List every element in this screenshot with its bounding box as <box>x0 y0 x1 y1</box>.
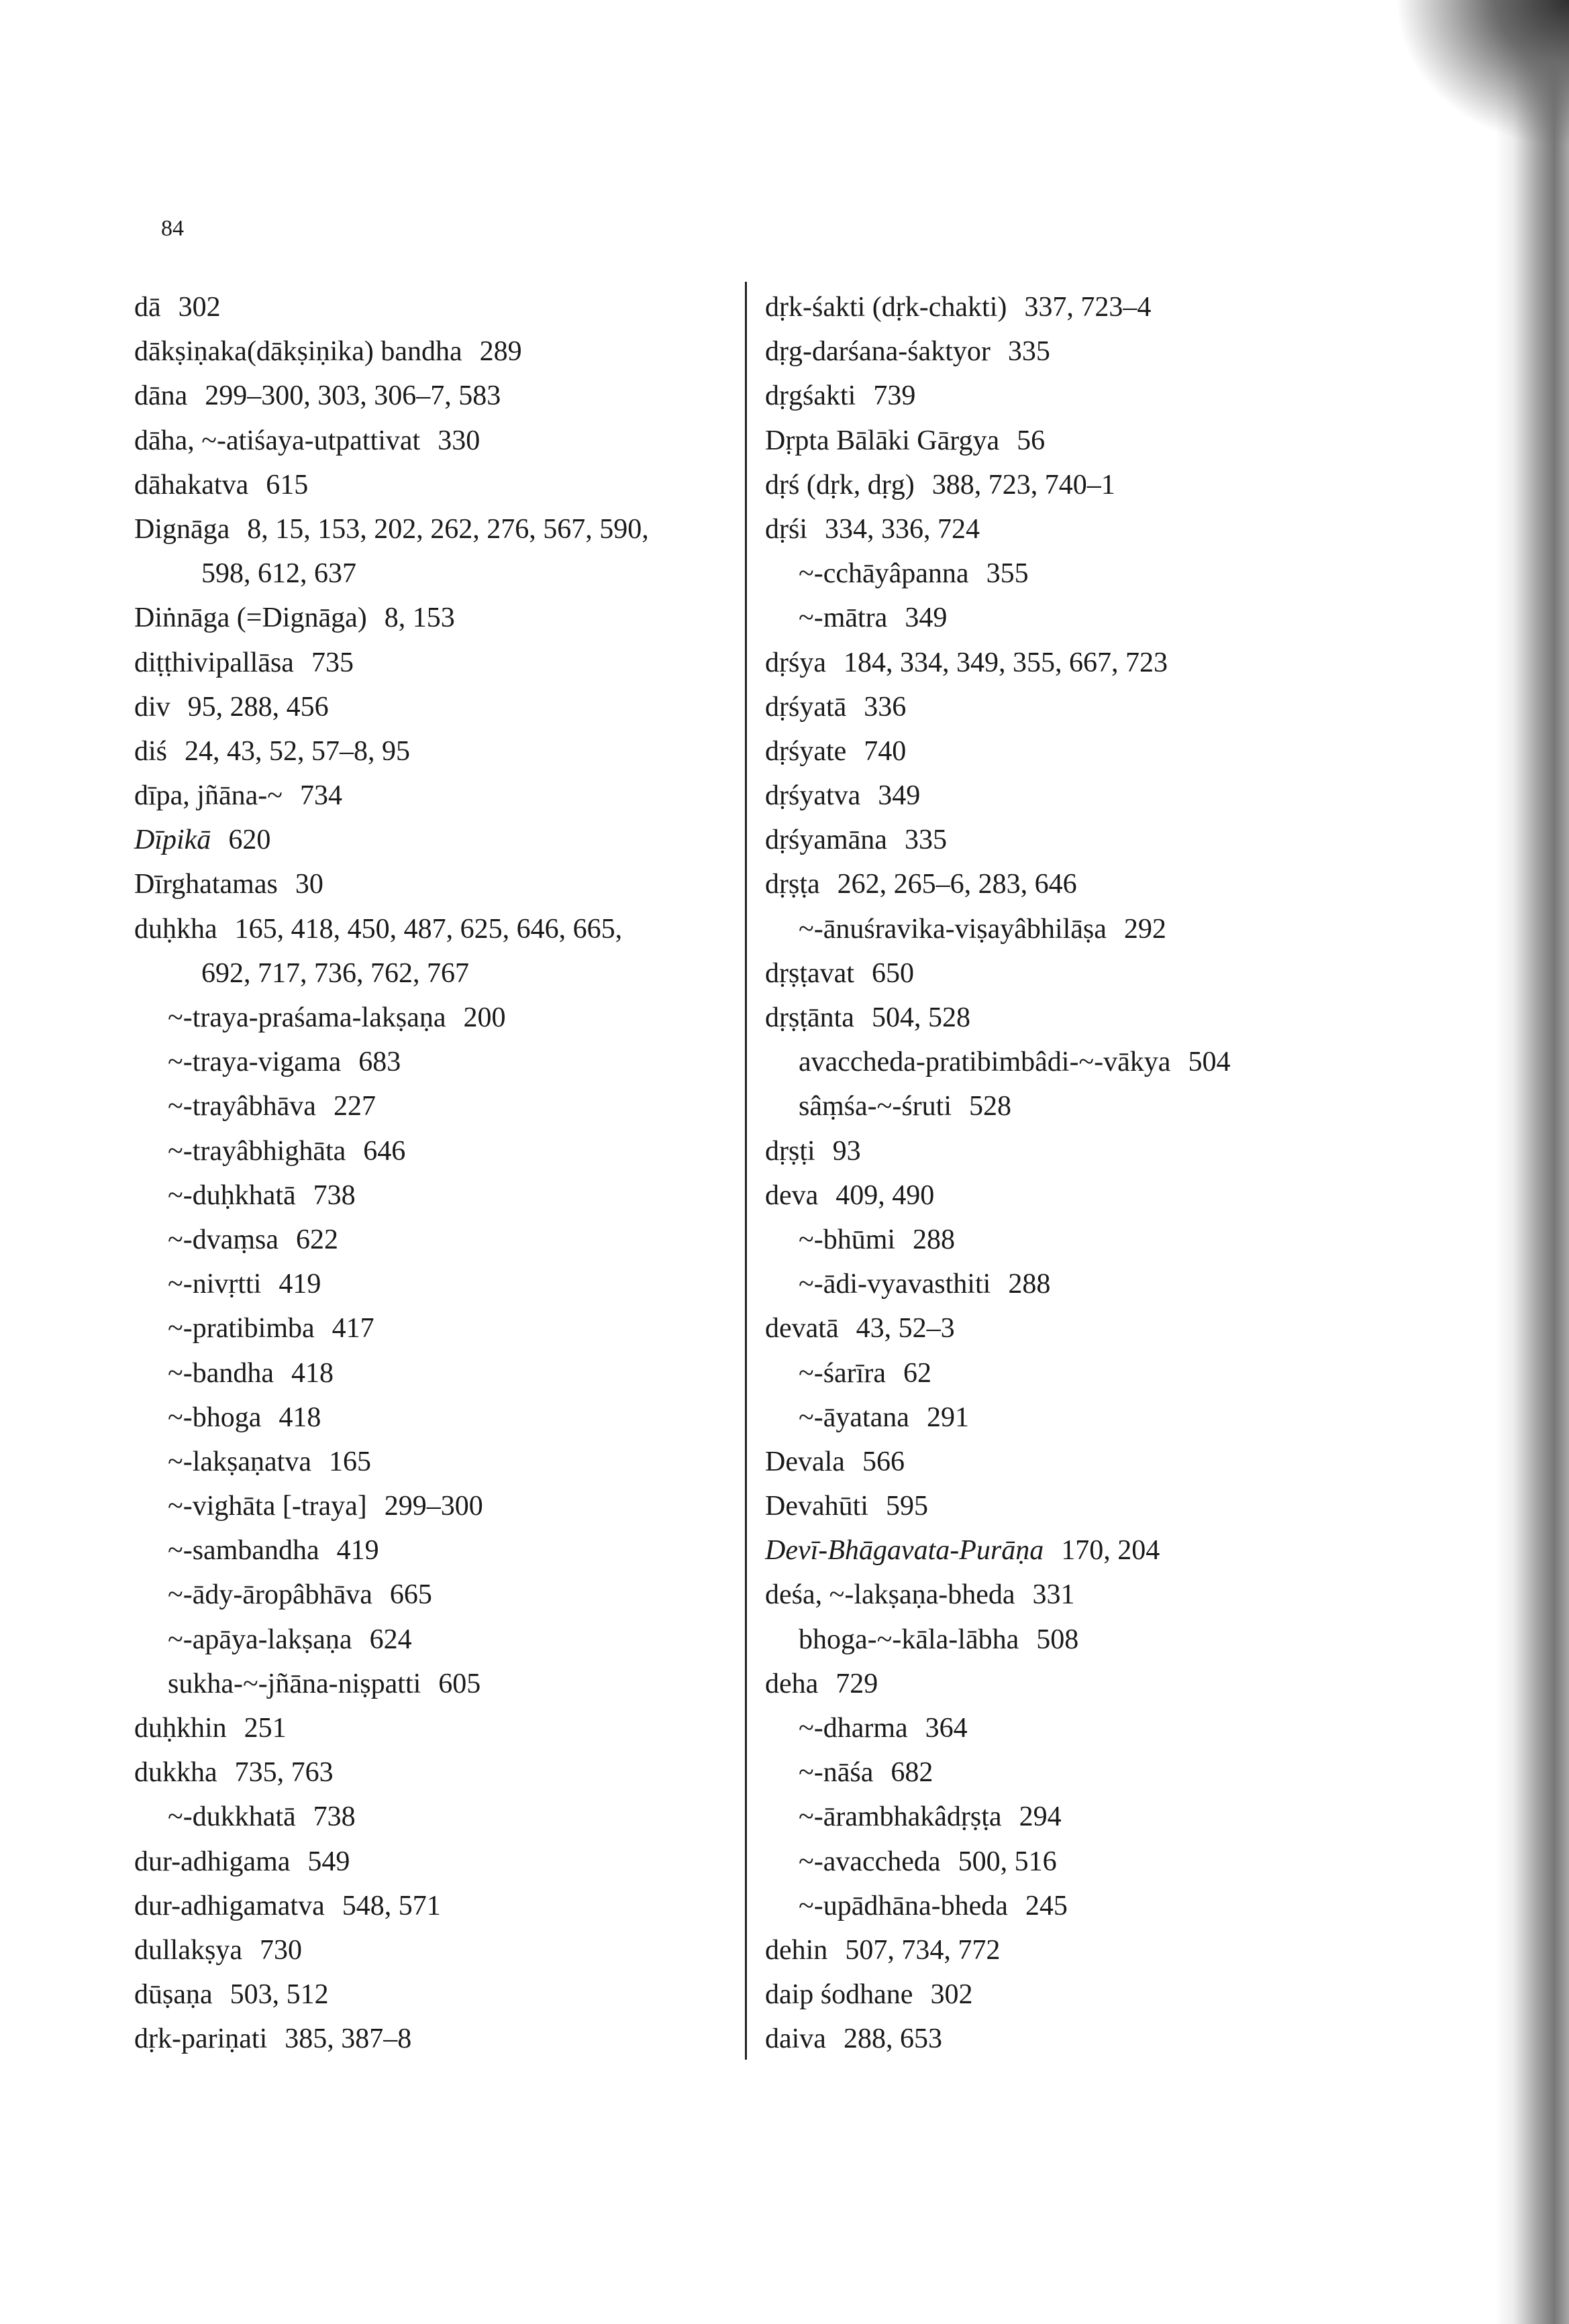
index-pages: 620 <box>228 825 271 856</box>
index-term: ~-pratibimba <box>168 1313 315 1344</box>
index-pages: 739 <box>873 380 916 412</box>
index-term: dāna <box>134 380 188 412</box>
index-pages: 349 <box>878 780 921 812</box>
index-subentry <box>765 1040 1230 1084</box>
index-pages: 646 <box>363 1135 406 1167</box>
index-term: dā <box>134 292 161 323</box>
index-term: ~-mātra <box>799 602 888 634</box>
index-pages: 291 <box>926 1402 969 1433</box>
index-subentry <box>765 1706 1230 1750</box>
index-pages: 335 <box>1007 336 1050 368</box>
index-subentry <box>134 1173 649 1218</box>
index-continuation <box>134 951 649 996</box>
index-pages: 595 <box>885 1491 928 1522</box>
index-entry <box>765 2017 1230 2061</box>
index-term: Devahūti <box>765 1491 868 1522</box>
index-entry <box>134 1928 649 1972</box>
index-pages: 24, 43, 52, 57–8, 95 <box>185 735 411 767</box>
index-entry <box>765 641 1230 685</box>
index-subentry <box>765 1750 1230 1795</box>
index-pages: 330 <box>438 425 480 456</box>
index-pages: 409, 490 <box>836 1179 935 1211</box>
index-pages: 62 <box>903 1357 931 1389</box>
index-entry <box>134 774 649 818</box>
index-pages: 30 <box>295 869 323 900</box>
index-pages: 288 <box>913 1224 956 1255</box>
index-subentry <box>134 1662 649 1706</box>
index-term: ~-ārambhakâdṛṣṭa <box>799 1801 1002 1833</box>
index-entry <box>765 374 1230 418</box>
index-term: dṛk-pariṇati <box>134 2023 268 2055</box>
index-pages: 349 <box>905 602 948 634</box>
index-subentry <box>134 1484 649 1528</box>
index-pages: 334, 336, 724 <box>825 513 980 545</box>
index-pages: 95, 288, 456 <box>187 691 329 723</box>
index-term: ~-sambandha <box>168 1535 319 1567</box>
index-entry <box>134 1884 649 1928</box>
index-term: dūṣaṇa <box>134 1979 213 2011</box>
index-term: diṭṭhivipallāsa <box>134 647 294 678</box>
index-subentry <box>134 1795 649 1839</box>
index-term: dṛg-darśana-śaktyor <box>765 336 991 368</box>
index-term: diś <box>134 735 168 767</box>
index-column-right <box>765 285 1230 2062</box>
index-term: ~-cchāyâpanna <box>799 558 969 590</box>
index-entry <box>134 1750 649 1795</box>
index-term: dehin <box>765 1934 828 1966</box>
index-term: ~-bhoga <box>168 1402 262 1433</box>
index-entry <box>134 463 649 507</box>
index-term: ~-trayâbhighāta <box>168 1135 346 1167</box>
index-subentry <box>134 1395 649 1440</box>
index-term: dṛśi <box>765 513 807 545</box>
index-entry <box>765 862 1230 906</box>
index-pages: 419 <box>336 1535 379 1567</box>
index-term: deśa, ~-lakṣaṇa-bheda <box>765 1579 1015 1611</box>
index-entry <box>765 285 1230 329</box>
index-pages: 735 <box>311 647 354 678</box>
index-term: ~-śarīra <box>799 1357 886 1389</box>
index-pages: 170, 204 <box>1061 1535 1160 1567</box>
index-term: ~-vighāta [-traya] <box>168 1491 367 1522</box>
index-pages: 622 <box>296 1224 339 1255</box>
index-term: dur-adhigamatva <box>134 1890 325 1921</box>
index-term: Dīpikā <box>134 825 211 856</box>
index-pages: 418 <box>279 1402 321 1433</box>
index-term: dīpa, jñāna-~ <box>134 780 283 812</box>
index-term: dṛśyatva <box>765 780 861 812</box>
index-pages: 288 <box>1008 1269 1051 1300</box>
index-term: dukkha <box>134 1757 217 1789</box>
index-term: dṛśyatā <box>765 691 847 723</box>
index-pages: 418 <box>291 1357 334 1389</box>
index-term: Devala <box>765 1446 845 1477</box>
index-pages: 331 <box>1032 1579 1075 1611</box>
index-term: 692, 717, 736, 762, 767 <box>201 957 469 989</box>
index-entry <box>765 818 1230 862</box>
index-term: ~-nivṛtti <box>168 1269 262 1300</box>
index-entry <box>134 374 649 418</box>
index-pages: 355 <box>986 558 1029 590</box>
index-pages: 200 <box>463 1002 506 1033</box>
index-entry <box>765 1528 1230 1573</box>
index-term: dṛśyamāna <box>765 825 887 856</box>
index-pages: 730 <box>259 1934 302 1966</box>
index-pages: 8, 153 <box>384 602 455 634</box>
index-pages: 289 <box>479 336 522 368</box>
index-term: ~-lakṣaṇatva <box>168 1446 311 1477</box>
index-pages: 419 <box>279 1269 321 1300</box>
index-subentry <box>134 1618 649 1662</box>
index-term: sukha-~-jñāna-niṣpatti <box>168 1668 421 1699</box>
index-pages: 245 <box>1025 1890 1068 1921</box>
index-pages: 302 <box>930 1979 973 2011</box>
index-pages: 299–300, 303, 306–7, 583 <box>205 380 501 412</box>
index-term: ~-dukkhatā <box>168 1801 296 1833</box>
index-pages: 528 <box>969 1091 1012 1122</box>
index-pages: 507, 734, 772 <box>845 1934 1001 1966</box>
index-term: ~-trayâbhāva <box>168 1091 316 1122</box>
index-term: ~-ādi-vyavasthiti <box>799 1269 991 1300</box>
index-entry <box>134 329 649 374</box>
index-term: duḥkhin <box>134 1713 227 1744</box>
index-pages: 227 <box>333 1091 376 1122</box>
index-subentry <box>134 1573 649 1617</box>
index-entry <box>134 862 649 906</box>
page-number: 84 <box>161 216 184 241</box>
index-term: daiva <box>765 2023 826 2055</box>
index-term: daip śodhane <box>765 1979 913 2011</box>
index-pages: 299–300 <box>384 1491 483 1522</box>
index-term: dṛśyate <box>765 735 847 767</box>
index-entry <box>134 907 649 951</box>
column-divider <box>745 282 747 2060</box>
index-entry <box>765 1306 1230 1351</box>
index-pages: 251 <box>244 1713 287 1744</box>
index-entry <box>134 285 649 329</box>
index-pages: 504 <box>1188 1047 1231 1078</box>
index-term: duḥkha <box>134 913 217 945</box>
index-pages: 650 <box>871 957 914 989</box>
index-pages: 508 <box>1036 1624 1079 1655</box>
index-pages: 388, 723, 740–1 <box>931 469 1115 500</box>
index-pages: 500, 516 <box>958 1846 1057 1877</box>
index-entry <box>134 596 649 640</box>
index-pages: 683 <box>358 1047 401 1078</box>
index-pages: 364 <box>925 1713 968 1744</box>
index-term: div <box>134 691 170 723</box>
index-term: ~-bhūmi <box>799 1224 896 1255</box>
index-pages: 335 <box>904 825 947 856</box>
index-pages: 417 <box>332 1313 374 1344</box>
index-term: ~-apāya-lakṣaṇa <box>168 1624 352 1655</box>
index-term: ~-upādhāna-bheda <box>799 1890 1008 1921</box>
index-pages: 43, 52–3 <box>856 1313 955 1344</box>
index-entry <box>765 1928 1230 1972</box>
index-pages: 738 <box>313 1801 356 1833</box>
index-entry <box>765 329 1230 374</box>
index-subentry <box>134 1351 649 1395</box>
index-term: Diṅnāga (=Dignāga) <box>134 602 367 634</box>
index-entry <box>134 685 649 729</box>
index-pages: 56 <box>1017 425 1046 456</box>
index-pages: 165 <box>328 1446 371 1477</box>
index-subentry <box>765 1351 1230 1395</box>
index-entry <box>765 463 1230 507</box>
index-subentry <box>134 1440 649 1484</box>
index-subentry <box>765 1218 1230 1262</box>
index-entry <box>765 1173 1230 1218</box>
index-pages: 735, 763 <box>234 1757 334 1789</box>
index-term: dṛṣṭānta <box>765 1002 854 1033</box>
index-pages: 548, 571 <box>342 1890 441 1921</box>
index-entry <box>765 507 1230 551</box>
index-pages: 740 <box>864 735 907 767</box>
index-subentry <box>134 1040 649 1084</box>
index-entry <box>134 818 649 862</box>
scan-edge-shadow <box>1495 0 1569 2324</box>
index-term: devatā <box>765 1313 839 1344</box>
index-pages: 184, 334, 349, 355, 667, 723 <box>843 647 1168 678</box>
index-term: ~-ānuśravika-viṣayâbhilāṣa <box>799 913 1107 945</box>
index-term: ~-dvaṃsa <box>168 1224 279 1255</box>
index-subentry <box>765 1395 1230 1440</box>
index-subentry <box>765 1795 1230 1839</box>
index-subentry <box>134 1306 649 1351</box>
index-entry <box>765 996 1230 1040</box>
index-term: avaccheda-pratibimbâdi-~-vākya <box>799 1047 1171 1078</box>
index-term: ~-āyatana <box>799 1402 909 1433</box>
index-pages: 165, 418, 450, 487, 625, 646, 665, <box>234 913 623 945</box>
index-term: dākṣiṇaka(dākṣiṇika) bandha <box>134 336 462 368</box>
index-subentry <box>765 596 1230 640</box>
index-term: sâṃśa-~-śruti <box>799 1091 952 1122</box>
index-term: ~-traya-praśama-lakṣaṇa <box>168 1002 446 1033</box>
index-pages: 504, 528 <box>871 1002 970 1033</box>
index-pages: 294 <box>1019 1801 1062 1833</box>
index-term: dṛśya <box>765 647 826 678</box>
index-term: dāhakatva <box>134 469 249 500</box>
index-entry <box>134 641 649 685</box>
index-entry <box>134 729 649 774</box>
index-subentry <box>765 1618 1230 1662</box>
index-pages: 566 <box>862 1446 905 1477</box>
index-pages: 729 <box>836 1668 878 1699</box>
index-pages: 93 <box>832 1135 861 1167</box>
index-term: Dṛpta Bālāki Gārgya <box>765 425 1000 456</box>
index-term: ~-dharma <box>799 1713 908 1744</box>
index-pages: 302 <box>178 292 221 323</box>
index-entry <box>765 1129 1230 1173</box>
index-pages: 288, 653 <box>843 2023 942 2055</box>
index-term: dṛk-śakti (dṛk-chakti) <box>765 292 1007 323</box>
index-pages: 605 <box>438 1668 481 1699</box>
index-subentry <box>765 1262 1230 1306</box>
index-entry <box>134 2017 649 2061</box>
index-subentry <box>765 1840 1230 1884</box>
index-entry <box>765 1573 1230 1617</box>
index-subentry <box>134 1129 649 1173</box>
index-subentry <box>765 551 1230 596</box>
index-pages: 262, 265–6, 283, 646 <box>837 869 1077 900</box>
index-term: 598, 612, 637 <box>201 558 356 590</box>
index-pages: 734 <box>299 780 342 812</box>
index-subentry <box>765 1884 1230 1928</box>
index-term: dur-adhigama <box>134 1846 291 1877</box>
index-entry <box>765 1440 1230 1484</box>
index-entry <box>134 419 649 463</box>
index-pages: 682 <box>891 1757 933 1789</box>
index-entry <box>765 774 1230 818</box>
index-term: Dignāga <box>134 513 230 545</box>
index-subentry <box>134 1084 649 1128</box>
index-term: dāha, ~-atiśaya-utpattivat <box>134 425 421 456</box>
index-entry <box>765 1484 1230 1528</box>
index-term: Devī-Bhāgavata-Purāṇa <box>765 1535 1044 1567</box>
index-term: ~-bandha <box>168 1357 274 1389</box>
index-term: ~-duḥkhatā <box>168 1179 296 1211</box>
scan-corner-shadow <box>1395 0 1569 148</box>
index-entry <box>134 1840 649 1884</box>
index-entry <box>765 1662 1230 1706</box>
index-entry <box>765 419 1230 463</box>
index-subentry <box>134 1218 649 1262</box>
index-entry <box>765 729 1230 774</box>
index-subentry <box>134 996 649 1040</box>
index-pages: 549 <box>307 1846 350 1877</box>
index-pages: 336 <box>864 691 907 723</box>
index-pages: 738 <box>313 1179 356 1211</box>
index-entry <box>134 1972 649 2017</box>
index-term: dṛgśakti <box>765 380 856 412</box>
index-term: ~-ādy-āropâbhāva <box>168 1579 372 1611</box>
index-term: dṛṣṭi <box>765 1135 815 1167</box>
index-column-left <box>134 285 649 2062</box>
index-term: dullakṣya <box>134 1934 242 1966</box>
index-subentry <box>765 1084 1230 1128</box>
index-term: dṛṣṭa <box>765 869 820 900</box>
index-term: dṛṣṭavat <box>765 957 854 989</box>
index-pages: 8, 15, 153, 202, 262, 276, 567, 590, <box>247 513 649 545</box>
index-pages: 292 <box>1123 913 1166 945</box>
index-term: dṛś (dṛk, dṛg) <box>765 469 915 500</box>
index-subentry <box>134 1262 649 1306</box>
index-term: deha <box>765 1668 819 1699</box>
index-subentry <box>765 907 1230 951</box>
index-term: bhoga-~-kāla-lābha <box>799 1624 1019 1655</box>
index-pages: 665 <box>389 1579 432 1611</box>
index-pages: 385, 387–8 <box>285 2023 412 2055</box>
index-pages: 615 <box>266 469 309 500</box>
index-entry <box>765 685 1230 729</box>
index-subentry <box>134 1528 649 1573</box>
index-entry <box>765 1972 1230 2017</box>
index-pages: 337, 723–4 <box>1024 292 1152 323</box>
index-entry <box>765 951 1230 996</box>
index-pages: 503, 512 <box>230 1979 329 2011</box>
index-term: deva <box>765 1179 819 1211</box>
index-continuation <box>134 551 649 596</box>
index-pages: 624 <box>369 1624 412 1655</box>
index-entry <box>134 507 649 551</box>
index-term: ~-nāśa <box>799 1757 874 1789</box>
index-term: Dīrghatamas <box>134 869 278 900</box>
index-entry <box>134 1706 649 1750</box>
index-term: ~-traya-vigama <box>168 1047 342 1078</box>
index-term: ~-avaccheda <box>799 1846 941 1877</box>
